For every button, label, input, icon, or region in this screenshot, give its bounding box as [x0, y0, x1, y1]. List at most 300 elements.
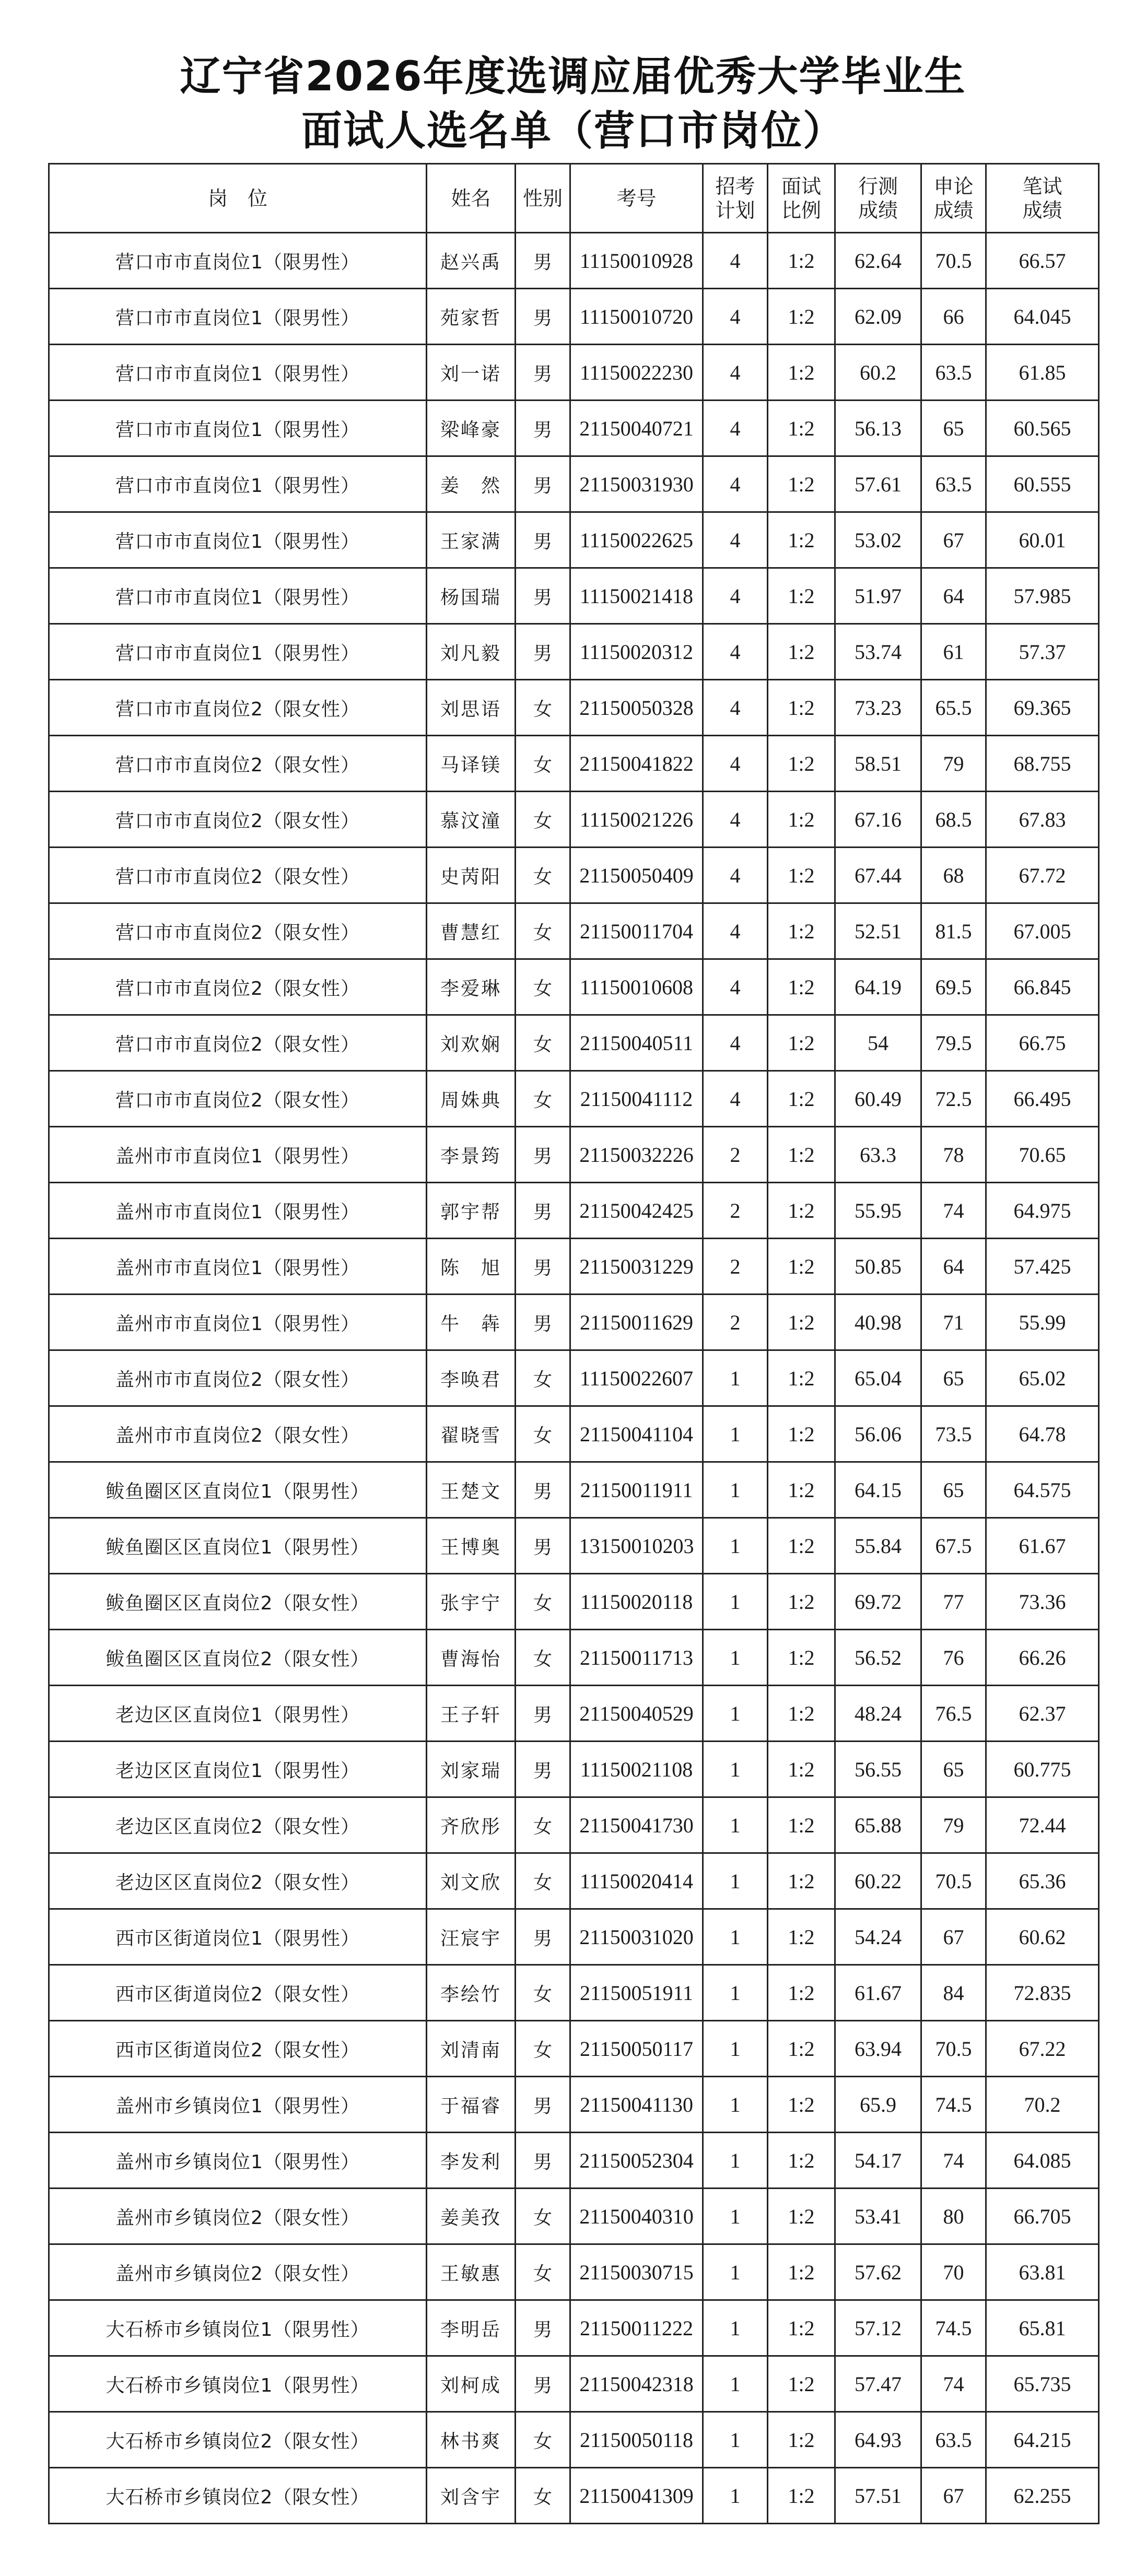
cell-name: 王敏惠 — [427, 2244, 516, 2300]
cell-xingce-score: 55.84 — [835, 1518, 921, 1574]
cell-written-score: 60.565 — [986, 401, 1099, 456]
cell-xingce-score: 40.98 — [835, 1295, 921, 1350]
table-header — [49, 164, 1099, 233]
cell-ratio: 1:2 — [768, 1295, 835, 1350]
cell-post: 营口市市直岗位2（限女性） — [49, 680, 427, 736]
cell-gender: 女 — [516, 2412, 570, 2468]
table-row — [49, 456, 1099, 512]
table-row — [49, 1630, 1099, 1686]
cell-name: 刘柯成 — [427, 2356, 516, 2412]
cell-post: 盖州市乡镇岗位1（限男性） — [49, 2077, 427, 2133]
cell-name: 汪宸宇 — [427, 1909, 516, 1965]
table-row — [49, 792, 1099, 848]
cell-exam-no: 21150031930 — [570, 456, 703, 512]
cell-name: 牛 犇 — [427, 1295, 516, 1350]
cell-gender: 男 — [516, 624, 570, 680]
cell-shenlun-score: 67 — [921, 2468, 986, 2524]
cell-exam-no: 11150022230 — [570, 345, 703, 401]
cell-shenlun-score: 79 — [921, 1797, 986, 1853]
table-row — [49, 1015, 1099, 1071]
cell-written-score: 57.985 — [986, 568, 1099, 624]
cell-quota: 1 — [703, 2189, 768, 2244]
cell-xingce-score: 58.51 — [835, 736, 921, 792]
cell-written-score: 64.575 — [986, 1462, 1099, 1518]
cell-ratio: 1:2 — [768, 2133, 835, 2189]
cell-written-score: 66.26 — [986, 1630, 1099, 1686]
cell-name: 姜美孜 — [427, 2189, 516, 2244]
cell-name: 于福睿 — [427, 2077, 516, 2133]
table-row — [49, 568, 1099, 624]
header-quota — [703, 164, 768, 233]
header-ratio-line2: 比例 — [781, 198, 821, 222]
cell-xingce-score: 54.24 — [835, 1909, 921, 1965]
cell-exam-no: 21150031229 — [570, 1239, 703, 1295]
cell-gender: 女 — [516, 1853, 570, 1909]
cell-xingce-score: 64.15 — [835, 1462, 921, 1518]
cell-ratio: 1:2 — [768, 568, 835, 624]
table-row — [49, 2021, 1099, 2077]
cell-name: 刘欢娴 — [427, 1015, 516, 1071]
cell-post: 鲅鱼圈区区直岗位2（限女性） — [49, 1574, 427, 1630]
cell-ratio: 1:2 — [768, 1127, 835, 1183]
table-row — [49, 401, 1099, 456]
cell-ratio: 1:2 — [768, 792, 835, 848]
cell-xingce-score: 54 — [835, 1015, 921, 1071]
table-body — [49, 233, 1099, 2524]
table-row — [49, 1797, 1099, 1853]
cell-ratio: 1:2 — [768, 1462, 835, 1518]
cell-ratio: 1:2 — [768, 1015, 835, 1071]
cell-gender: 男 — [516, 1742, 570, 1797]
cell-gender: 女 — [516, 1965, 570, 2021]
cell-ratio: 1:2 — [768, 1183, 835, 1239]
cell-exam-no: 21150051911 — [570, 1965, 703, 2021]
cell-gender: 男 — [516, 1462, 570, 1518]
cell-quota: 1 — [703, 1350, 768, 1406]
table-row — [49, 624, 1099, 680]
cell-xingce-score: 57.62 — [835, 2244, 921, 2300]
table-row — [49, 959, 1099, 1015]
cell-ratio: 1:2 — [768, 456, 835, 512]
cell-xingce-score: 65.04 — [835, 1350, 921, 1406]
cell-written-score: 64.215 — [986, 2412, 1099, 2468]
cell-xingce-score: 56.13 — [835, 401, 921, 456]
table-row — [49, 736, 1099, 792]
cell-quota: 1 — [703, 1518, 768, 1574]
cell-gender: 女 — [516, 1071, 570, 1127]
cell-shenlun-score: 76.5 — [921, 1686, 986, 1742]
cell-shenlun-score: 74 — [921, 1183, 986, 1239]
cell-ratio: 1:2 — [768, 903, 835, 959]
cell-name: 慕汶潼 — [427, 792, 516, 848]
cell-post: 盖州市乡镇岗位2（限女性） — [49, 2244, 427, 2300]
cell-shenlun-score: 64 — [921, 1239, 986, 1295]
cell-xingce-score: 56.52 — [835, 1630, 921, 1686]
cell-name: 梁峰豪 — [427, 401, 516, 456]
cell-shenlun-score: 78 — [921, 1127, 986, 1183]
cell-shenlun-score: 70.5 — [921, 1853, 986, 1909]
cell-name: 刘凡毅 — [427, 624, 516, 680]
cell-post: 营口市市直岗位1（限男性） — [49, 568, 427, 624]
header-shenlun-line2: 成绩 — [933, 198, 974, 222]
cell-exam-no: 11150021108 — [570, 1742, 703, 1797]
cell-exam-no: 21150041309 — [570, 2468, 703, 2524]
cell-post: 大石桥市乡镇岗位2（限女性） — [49, 2468, 427, 2524]
cell-written-score: 72.44 — [986, 1797, 1099, 1853]
cell-name: 李唤君 — [427, 1350, 516, 1406]
cell-exam-no: 21150040529 — [570, 1686, 703, 1742]
cell-ratio: 1:2 — [768, 2412, 835, 2468]
cell-post: 营口市市直岗位1（限男性） — [49, 624, 427, 680]
cell-xingce-score: 62.64 — [835, 233, 921, 289]
cell-name: 李发利 — [427, 2133, 516, 2189]
cell-written-score: 55.99 — [986, 1295, 1099, 1350]
cell-gender: 男 — [516, 345, 570, 401]
cell-post: 营口市市直岗位2（限女性） — [49, 959, 427, 1015]
cell-exam-no: 21150050328 — [570, 680, 703, 736]
cell-name: 李明岳 — [427, 2300, 516, 2356]
cell-xingce-score: 50.85 — [835, 1239, 921, 1295]
cell-shenlun-score: 63.5 — [921, 456, 986, 512]
cell-xingce-score: 57.51 — [835, 2468, 921, 2524]
cell-written-score: 66.495 — [986, 1071, 1099, 1127]
cell-name: 王家满 — [427, 512, 516, 568]
cell-shenlun-score: 68.5 — [921, 792, 986, 848]
cell-shenlun-score: 76 — [921, 1630, 986, 1686]
cell-name: 张宇宁 — [427, 1574, 516, 1630]
cell-post: 盖州市乡镇岗位1（限男性） — [49, 2133, 427, 2189]
cell-name: 刘家瑞 — [427, 1742, 516, 1797]
cell-quota: 1 — [703, 1686, 768, 1742]
cell-exam-no: 21150031020 — [570, 1909, 703, 1965]
cell-name: 李爱琳 — [427, 959, 516, 1015]
cell-quota: 1 — [703, 1797, 768, 1853]
cell-xingce-score: 67.44 — [835, 848, 921, 903]
cell-xingce-score: 53.74 — [835, 624, 921, 680]
cell-ratio: 1:2 — [768, 1406, 835, 1462]
cell-quota: 1 — [703, 2468, 768, 2524]
header-written-line1: 笔试 — [1022, 174, 1062, 198]
cell-shenlun-score: 64 — [921, 568, 986, 624]
cell-gender: 男 — [516, 1518, 570, 1574]
cell-gender: 女 — [516, 1015, 570, 1071]
cell-exam-no: 21150011629 — [570, 1295, 703, 1350]
cell-exam-no: 11150020312 — [570, 624, 703, 680]
table-row — [49, 1127, 1099, 1183]
cell-quota: 2 — [703, 1239, 768, 1295]
cell-ratio: 1:2 — [768, 1742, 835, 1797]
cell-written-score: 65.81 — [986, 2300, 1099, 2356]
cell-written-score: 61.67 — [986, 1518, 1099, 1574]
cell-written-score: 60.62 — [986, 1909, 1099, 1965]
cell-gender: 女 — [516, 1406, 570, 1462]
cell-post: 西市区街道岗位1（限男性） — [49, 1909, 427, 1965]
cell-quota: 1 — [703, 1630, 768, 1686]
cell-ratio: 1:2 — [768, 2356, 835, 2412]
cell-post: 盖州市市直岗位1（限男性） — [49, 1295, 427, 1350]
table-row — [49, 680, 1099, 736]
cell-written-score: 65.02 — [986, 1350, 1099, 1406]
cell-exam-no: 11150020414 — [570, 1853, 703, 1909]
cell-shenlun-score: 67 — [921, 512, 986, 568]
cell-written-score: 66.845 — [986, 959, 1099, 1015]
cell-quota: 2 — [703, 1183, 768, 1239]
cell-gender: 男 — [516, 1909, 570, 1965]
cell-exam-no: 11150022625 — [570, 512, 703, 568]
cell-ratio: 1:2 — [768, 736, 835, 792]
header-ratio-line1: 面试 — [781, 174, 821, 198]
cell-shenlun-score: 63.5 — [921, 2412, 986, 2468]
header-quota-line1: 招考 — [715, 174, 755, 198]
header-xingce-line2: 成绩 — [858, 198, 898, 222]
cell-written-score: 70.65 — [986, 1127, 1099, 1183]
cell-ratio: 1:2 — [768, 680, 835, 736]
cell-shenlun-score: 68 — [921, 848, 986, 903]
cell-exam-no: 21150042425 — [570, 1183, 703, 1239]
cell-name: 刘清南 — [427, 2021, 516, 2077]
cell-gender: 男 — [516, 1127, 570, 1183]
cell-exam-no: 21150052304 — [570, 2133, 703, 2189]
table-row — [49, 1909, 1099, 1965]
cell-ratio: 1:2 — [768, 1797, 835, 1853]
cell-quota: 1 — [703, 1462, 768, 1518]
cell-name: 曹海怡 — [427, 1630, 516, 1686]
cell-post: 大石桥市乡镇岗位2（限女性） — [49, 2412, 427, 2468]
cell-xingce-score: 61.67 — [835, 1965, 921, 2021]
cell-quota: 1 — [703, 2133, 768, 2189]
cell-ratio: 1:2 — [768, 959, 835, 1015]
header-written-line2: 成绩 — [1022, 198, 1062, 222]
cell-post: 营口市市直岗位2（限女性） — [49, 1071, 427, 1127]
cell-written-score: 57.425 — [986, 1239, 1099, 1295]
header-shenlun-line1: 申论 — [933, 174, 974, 198]
cell-xingce-score: 65.9 — [835, 2077, 921, 2133]
candidate-table — [48, 163, 1100, 2524]
cell-quota: 4 — [703, 345, 768, 401]
cell-xingce-score: 53.41 — [835, 2189, 921, 2244]
table-row — [49, 1462, 1099, 1518]
cell-exam-no: 21150042318 — [570, 2356, 703, 2412]
cell-written-score: 66.705 — [986, 2189, 1099, 2244]
cell-post: 营口市市直岗位2（限女性） — [49, 1015, 427, 1071]
cell-written-score: 67.72 — [986, 848, 1099, 903]
cell-exam-no: 21150050409 — [570, 848, 703, 903]
cell-exam-no: 11150022607 — [570, 1350, 703, 1406]
cell-quota: 4 — [703, 1071, 768, 1127]
table-row — [49, 2300, 1099, 2356]
header-shenlun — [921, 164, 986, 233]
cell-gender: 女 — [516, 680, 570, 736]
cell-written-score: 66.57 — [986, 233, 1099, 289]
cell-exam-no: 21150041730 — [570, 1797, 703, 1853]
cell-shenlun-score: 67.5 — [921, 1518, 986, 1574]
cell-gender: 女 — [516, 848, 570, 903]
cell-post: 鲅鱼圈区区直岗位1（限男性） — [49, 1518, 427, 1574]
cell-gender: 男 — [516, 456, 570, 512]
cell-shenlun-score: 66 — [921, 289, 986, 345]
cell-ratio: 1:2 — [768, 848, 835, 903]
cell-post: 盖州市市直岗位1（限男性） — [49, 1239, 427, 1295]
cell-name: 马译镁 — [427, 736, 516, 792]
cell-xingce-score: 63.3 — [835, 1127, 921, 1183]
header-name: 姓名 — [427, 164, 516, 233]
cell-name: 刘文欣 — [427, 1853, 516, 1909]
header-gender: 性别 — [516, 164, 570, 233]
cell-ratio: 1:2 — [768, 401, 835, 456]
cell-xingce-score: 54.17 — [835, 2133, 921, 2189]
cell-exam-no: 21150011713 — [570, 1630, 703, 1686]
cell-name: 赵兴禹 — [427, 233, 516, 289]
cell-xingce-score: 56.06 — [835, 1406, 921, 1462]
cell-gender: 女 — [516, 1574, 570, 1630]
cell-shenlun-score: 71 — [921, 1295, 986, 1350]
cell-xingce-score: 53.02 — [835, 512, 921, 568]
cell-gender: 男 — [516, 512, 570, 568]
cell-written-score: 62.255 — [986, 2468, 1099, 2524]
cell-exam-no: 21150030715 — [570, 2244, 703, 2300]
cell-xingce-score: 57.47 — [835, 2356, 921, 2412]
cell-quota: 1 — [703, 2021, 768, 2077]
cell-ratio: 1:2 — [768, 2300, 835, 2356]
cell-xingce-score: 69.72 — [835, 1574, 921, 1630]
cell-shenlun-score: 84 — [921, 1965, 986, 2021]
document-title — [0, 50, 1146, 158]
cell-post: 老边区区直岗位1（限男性） — [49, 1686, 427, 1742]
cell-quota: 1 — [703, 2244, 768, 2300]
cell-written-score: 64.045 — [986, 289, 1099, 345]
cell-written-score: 64.78 — [986, 1406, 1099, 1462]
cell-ratio: 1:2 — [768, 289, 835, 345]
table-row — [49, 2077, 1099, 2133]
cell-name: 史苪阳 — [427, 848, 516, 903]
cell-exam-no: 21150011704 — [570, 903, 703, 959]
cell-shenlun-score: 74 — [921, 2356, 986, 2412]
cell-gender: 女 — [516, 1797, 570, 1853]
cell-name: 王子轩 — [427, 1686, 516, 1742]
cell-xingce-score: 60.49 — [835, 1071, 921, 1127]
cell-written-score: 67.83 — [986, 792, 1099, 848]
cell-post: 盖州市乡镇岗位2（限女性） — [49, 2189, 427, 2244]
table-row — [49, 2244, 1099, 2300]
cell-name: 姜 然 — [427, 456, 516, 512]
title-line-1: 辽宁省2026年度选调应届优秀大学毕业生 — [180, 53, 966, 100]
cell-gender: 男 — [516, 289, 570, 345]
cell-exam-no: 21150040721 — [570, 401, 703, 456]
header-row — [49, 164, 1099, 233]
header-quota-line2: 计划 — [715, 198, 755, 222]
cell-shenlun-score: 70 — [921, 2244, 986, 2300]
cell-written-score: 72.835 — [986, 1965, 1099, 2021]
cell-written-score: 62.37 — [986, 1686, 1099, 1742]
cell-post: 盖州市市直岗位2（限女性） — [49, 1350, 427, 1406]
cell-exam-no: 21150040310 — [570, 2189, 703, 2244]
cell-shenlun-score: 81.5 — [921, 903, 986, 959]
cell-quota: 4 — [703, 903, 768, 959]
cell-gender: 男 — [516, 2133, 570, 2189]
cell-quota: 4 — [703, 680, 768, 736]
cell-post: 老边区区直岗位1（限男性） — [49, 1742, 427, 1797]
cell-post: 鲅鱼圈区区直岗位2（限女性） — [49, 1630, 427, 1686]
cell-written-score: 66.75 — [986, 1015, 1099, 1071]
cell-name: 刘思语 — [427, 680, 516, 736]
cell-exam-no: 21150032226 — [570, 1127, 703, 1183]
cell-post: 营口市市直岗位2（限女性） — [49, 903, 427, 959]
cell-exam-no: 11150010608 — [570, 959, 703, 1015]
table-row — [49, 1071, 1099, 1127]
cell-ratio: 1:2 — [768, 1853, 835, 1909]
cell-gender: 女 — [516, 2244, 570, 2300]
cell-ratio: 1:2 — [768, 1574, 835, 1630]
header-ratio — [768, 164, 835, 233]
cell-name: 翟晓雪 — [427, 1406, 516, 1462]
cell-ratio: 1:2 — [768, 1071, 835, 1127]
cell-exam-no: 11150021226 — [570, 792, 703, 848]
cell-post: 营口市市直岗位1（限男性） — [49, 289, 427, 345]
table-row — [49, 1965, 1099, 2021]
cell-quota: 1 — [703, 1853, 768, 1909]
cell-written-score: 61.85 — [986, 345, 1099, 401]
cell-quota: 4 — [703, 792, 768, 848]
cell-quota: 4 — [703, 959, 768, 1015]
cell-exam-no: 21150040511 — [570, 1015, 703, 1071]
cell-quota: 4 — [703, 624, 768, 680]
cell-shenlun-score: 70.5 — [921, 233, 986, 289]
table-row — [49, 1239, 1099, 1295]
cell-name: 刘一诺 — [427, 345, 516, 401]
table-row — [49, 2468, 1099, 2524]
cell-gender: 女 — [516, 2021, 570, 2077]
cell-gender: 男 — [516, 2356, 570, 2412]
cell-ratio: 1:2 — [768, 1965, 835, 2021]
cell-quota: 1 — [703, 1406, 768, 1462]
cell-quota: 2 — [703, 1295, 768, 1350]
cell-quota: 1 — [703, 1965, 768, 2021]
cell-gender: 女 — [516, 792, 570, 848]
table-row — [49, 2356, 1099, 2412]
cell-shenlun-score: 74 — [921, 2133, 986, 2189]
cell-post: 老边区区直岗位2（限女性） — [49, 1853, 427, 1909]
cell-gender: 男 — [516, 1183, 570, 1239]
header-xingce — [835, 164, 921, 233]
cell-quota: 1 — [703, 2300, 768, 2356]
cell-post: 营口市市直岗位1（限男性） — [49, 512, 427, 568]
cell-post: 营口市市直岗位2（限女性） — [49, 792, 427, 848]
table-row — [49, 1686, 1099, 1742]
cell-ratio: 1:2 — [768, 1239, 835, 1295]
cell-xingce-score: 60.22 — [835, 1853, 921, 1909]
cell-xingce-score: 62.09 — [835, 289, 921, 345]
cell-gender: 女 — [516, 959, 570, 1015]
cell-ratio: 1:2 — [768, 512, 835, 568]
header-xingce-line1: 行测 — [858, 174, 898, 198]
cell-written-score: 64.975 — [986, 1183, 1099, 1239]
cell-name: 苑家哲 — [427, 289, 516, 345]
cell-xingce-score: 56.55 — [835, 1742, 921, 1797]
cell-written-score: 67.22 — [986, 2021, 1099, 2077]
table-row — [49, 512, 1099, 568]
table-row — [49, 289, 1099, 345]
cell-exam-no: 11150010720 — [570, 289, 703, 345]
cell-xingce-score: 52.51 — [835, 903, 921, 959]
table-row — [49, 903, 1099, 959]
table-row — [49, 2133, 1099, 2189]
cell-written-score: 60.775 — [986, 1742, 1099, 1797]
cell-gender: 男 — [516, 568, 570, 624]
cell-post: 营口市市直岗位1（限男性） — [49, 456, 427, 512]
table-row — [49, 233, 1099, 289]
cell-written-score: 73.36 — [986, 1574, 1099, 1630]
cell-post: 盖州市市直岗位2（限女性） — [49, 1406, 427, 1462]
